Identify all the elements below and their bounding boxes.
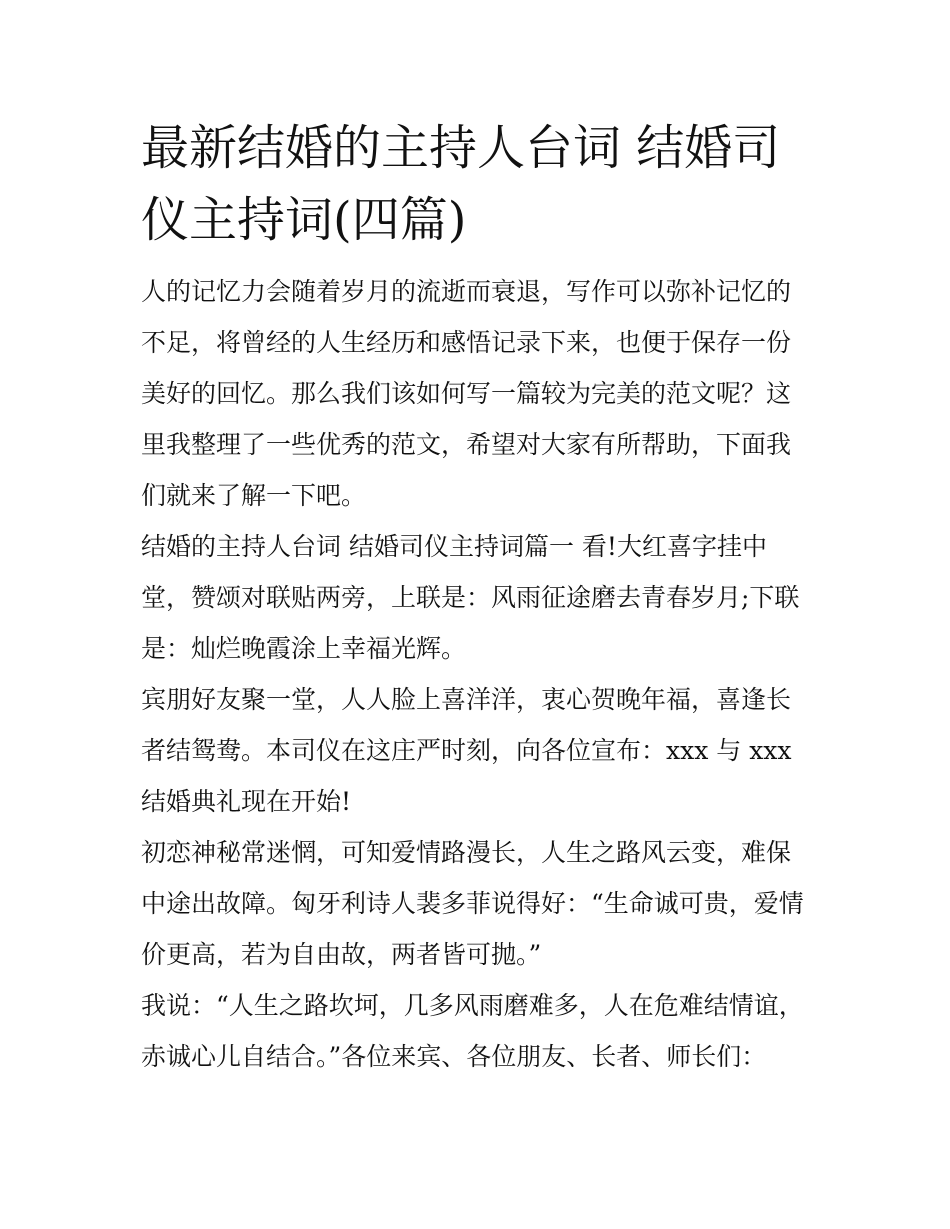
document-body <box>141 112 813 1082</box>
paragraph-guests: 宾朋好友聚一堂，人人脸上喜洋洋，衷心贺晚年福，喜逢长者结鸳鸯。本司仪在这庄严时刻，向各位宣布：xxx 与 xxx 结婚典礼现在开始! <box>141 685 792 816</box>
paragraph-first-love: 初恋神秘常迷惘，可知爱情路漫长，人生之路风云变，难保中途出故障。匈牙利诗人裴多菲说得好：“生命诚可贵，爱情价更高，若为自由故，两者皆可抛。” <box>141 838 804 969</box>
intro-paragraph: 人的记忆力会随着岁月的流逝而衰退，写作可以弥补记忆的不足，将曾经的人生经历和感悟记录下来，也便于保存一份美好的回忆。那么我们该如何写一篇较为完美的范文呢？这里我整理了一些优秀的范文，希望对大家有所帮助，下面我们就来了解一下吧。 <box>141 277 792 510</box>
title-container <box>141 112 813 256</box>
paragraph-part-one: 结婚的主持人台词 结婚司仪主持词篇一 看!大红喜字挂中堂，赞颂对联贴两旁，上联是：风雨征途磨去青春岁月;下联是：灿烂晚霞涂上幸福光辉。 <box>141 532 800 663</box>
paragraph-i-say: 我说：“人生之路坎坷，几多风雨磨难多，人在危难结情谊，赤诚心儿自结合。”各位来宾、各位朋友、长者、师长们： <box>141 991 804 1071</box>
document-title: 最新结婚的主持人台词 结婚司仪主持词(四篇) <box>141 120 781 248</box>
